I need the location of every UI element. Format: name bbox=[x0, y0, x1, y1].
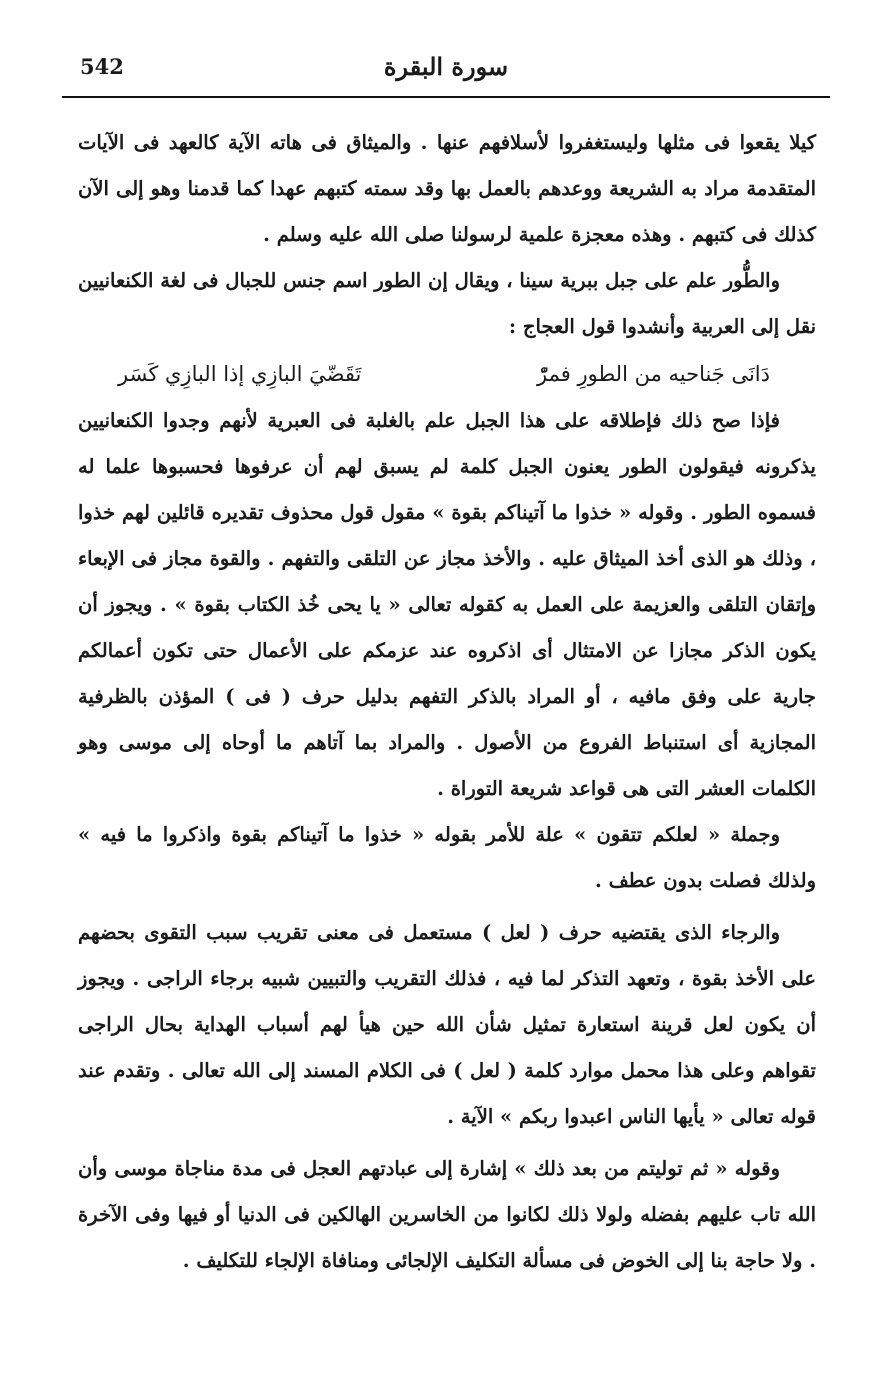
paragraph-2: والطُّور علم على جبل ببرية سينا ، ويقال إن الطور اسم جنس للجبال فى لغة الكنعانيين نقل إلى العربية وأنشدوا قول العجاج : bbox=[78, 269, 816, 338]
verse-hemistich-right: دَانَى جَناحيه من الطورِ فمرّْ bbox=[537, 362, 770, 386]
verse-hemistich-left: تَقَضّيَ البازِي إذا البازِي كَسَر bbox=[118, 362, 362, 386]
page-number: 542 bbox=[80, 54, 124, 79]
page-header bbox=[62, 46, 830, 96]
surah-title: سورة البقرة bbox=[383, 52, 509, 81]
paragraph-3: فإذا صح ذلك فإطلاقه على هذا الجبل علم بالغلبة فى العبرية لأنهم وجدوا الكنعانيين يذكرونه فيقولون الطور يعنون الجبل كلمة لم يسبق لهم أن عرفوها فحسبوها علما له فسموه الطور . وقوله « خذوا ما آتيناكم بقوة » مقول قول محذوف تقديره قائلين لهم خذوا ، وذلك هو الذى أخذ الميثاق عليه . والأخذ مجاز عن التلقى والتفهم . والقوة مجاز فى الإبعاء وإتقان التلقى والعزيمة على العمل به كقوله تعالى « يا يحى خُذ الكتاب بقوة » . ويجوز أن يكون الذكر مجازا عن الامتثال أى اذكروه عند عزمكم على الأعمال حتى تكون أعمالكم جارية على وفق مافيه ، أو المراد بالذكر التفهم بدليل حرف ( فى ) المؤذن بالظرفية المجازية أى استنباط الفروع من الأصول . والمراد بما آتاهم ما أوحاه إلى موسى وهو الكلمات العشر التى هى قواعد شريعة التوراة . bbox=[78, 409, 816, 800]
poetry-verse bbox=[78, 350, 816, 398]
header-divider bbox=[62, 96, 830, 98]
body-text bbox=[78, 120, 816, 1284]
paragraph-6: وقوله « ثم توليتم من بعد ذلك » إشارة إلى عبادتهم العجل فى مدة مناجاة موسى وأن الله تاب عليهم بفضله ولولا ذلك لكانوا من الخاسرين الهالكين فى الدنيا أو فيها وفى الآخرة . ولا حاجة بنا إلى الخوض فى مسألة التكليف الإلجائى ومنافاة الإلجاء للتكليف . bbox=[78, 1157, 816, 1272]
paragraph-1: كيلا يقعوا فى مثلها وليستغفروا لأسلافهم عنها . والميثاق فى هاته الآية كالعهد فى الآيات المتقدمة مراد به الشريعة ووعدهم بالعمل بها وقد سمته كتبهم عهدا كما قدمنا وهو إلى الآن كذلك فى كتبهم . وهذه معجزة علمية لرسولنا صلى الله عليه وسلم . bbox=[78, 131, 816, 246]
paragraph-5: والرجاء الذى يقتضيه حرف ( لعل ) مستعمل فى معنى تقريب سبب التقوى بحضهم على الأخذ بقوة ، وتعهد التذكر لما فيه ، فذلك التقريب والتبيين شبيه برجاء الراجى . ويجوز أن يكون لعل قرينة استعارة تمثيل شأن الله حين هيأ لهم أسباب الهداية بحال الراجى تقواهم وعلى هذا محمل موارد كلمة ( لعل ) فى الكلام المسند إلى الله تعالى . وتقدم عند قوله تعالى « يأيها الناس اعبدوا ربكم » الآية . bbox=[78, 921, 816, 1128]
paragraph-4: وجملة « لعلكم تتقون » علة للأمر بقوله « خذوا ما آتيناكم بقوة واذكروا ما فيه » ولذلك فصلت بدون عطف . bbox=[78, 823, 816, 892]
